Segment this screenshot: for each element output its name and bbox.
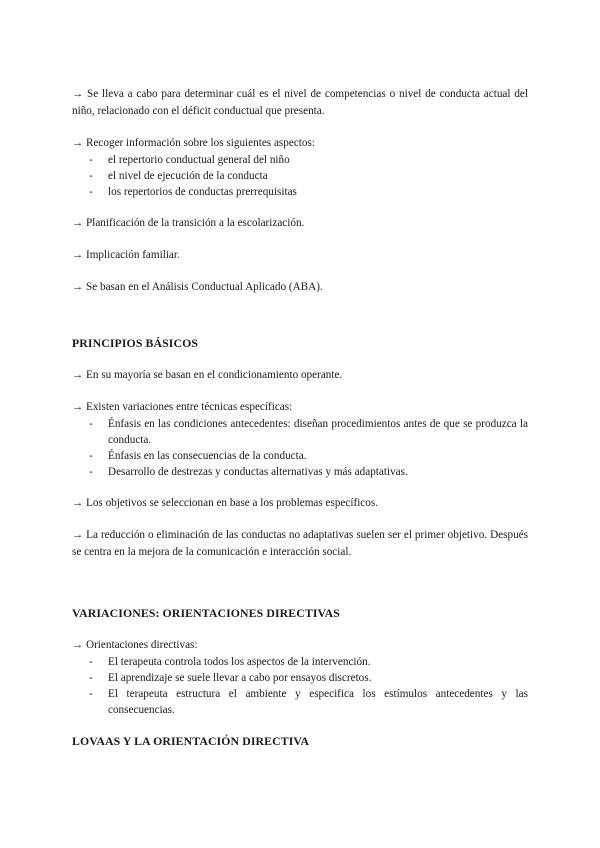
list-item: - el repertorio conductual general del niño — [89, 154, 290, 166]
paragraph-variations: → Existen variaciones entre técnicas específicas: — [72, 401, 293, 413]
document-page — [72, 86, 528, 750]
directive-list — [72, 654, 528, 718]
paragraph-directive: → Orientaciones directivas: — [72, 639, 198, 651]
list-item: - los repertorios de conductas prerrequisitas — [89, 186, 297, 198]
variations-list — [72, 416, 528, 480]
list-item: - Énfasis en las consecuencias de la conducta. — [89, 450, 307, 462]
arrow-icon: → — [72, 401, 84, 413]
paragraph-family: → Implicación familiar. — [72, 249, 180, 261]
arrow-icon: → — [72, 88, 84, 100]
arrow-icon: → — [72, 281, 84, 293]
arrow-icon: → — [72, 137, 84, 149]
list-item: - El terapeuta controla todos los aspectos de la intervención. — [89, 656, 371, 668]
heading-lovaas: LOVAAS Y LA ORIENTACIÓN DIRECTIVA — [72, 734, 310, 748]
paragraph-collect-info: → Recoger información sobre los siguientes aspectos: — [72, 137, 315, 149]
list-item: - Énfasis en las condiciones antecedentes: diseñan procedimientos antes de que se produzca la conducta. — [89, 418, 528, 446]
arrow-icon: → — [72, 369, 84, 381]
arrow-icon: → — [72, 497, 84, 509]
list-item: - El terapeuta estructura el ambiente y especifica los estímulos antecedentes y las consecuencias. — [89, 688, 528, 716]
paragraph-planning: → Planificación de la transición a la escolarización. — [72, 217, 305, 229]
heading-variaciones: VARIACIONES: ORIENTACIONES DIRECTIVAS — [72, 606, 340, 620]
heading-principios-basicos: PRINCIPIOS BÁSICOS — [72, 336, 199, 350]
arrow-icon: → — [72, 217, 84, 229]
list-item: - el nivel de ejecución de la conducta — [89, 170, 268, 182]
list-item: - Desarrollo de destrezas y conductas alternativas y más adaptativas. — [89, 466, 408, 478]
paragraph-aba: → Se basan en el Análisis Conductual Aplicado (ABA). — [72, 281, 323, 293]
paragraph-operant: → En su mayoría se basan en el condicionamiento operante. — [72, 369, 343, 381]
arrow-icon: → — [72, 529, 84, 541]
arrow-icon: → — [72, 639, 84, 651]
paragraph-reduction: → La reducción o eliminación de las conductas no adaptativas suelen ser el primer objetivo. Después se centra en la mejora de la comunicación e interacción social. — [72, 529, 529, 558]
paragraph-evaluation: → Se lleva a cabo para determinar cuál es el nivel de competencias o nivel de conducta actual del niño, relacionado con el déficit conductual que presenta. — [72, 88, 528, 117]
arrow-icon: → — [72, 249, 84, 261]
paragraph-objectives: → Los objetivos se seleccionan en base a los problemas específicos. — [72, 497, 379, 509]
list-item: - El aprendizaje se suele llevar a cabo por ensayos discretos. — [89, 672, 372, 684]
collect-info-list — [72, 152, 528, 200]
